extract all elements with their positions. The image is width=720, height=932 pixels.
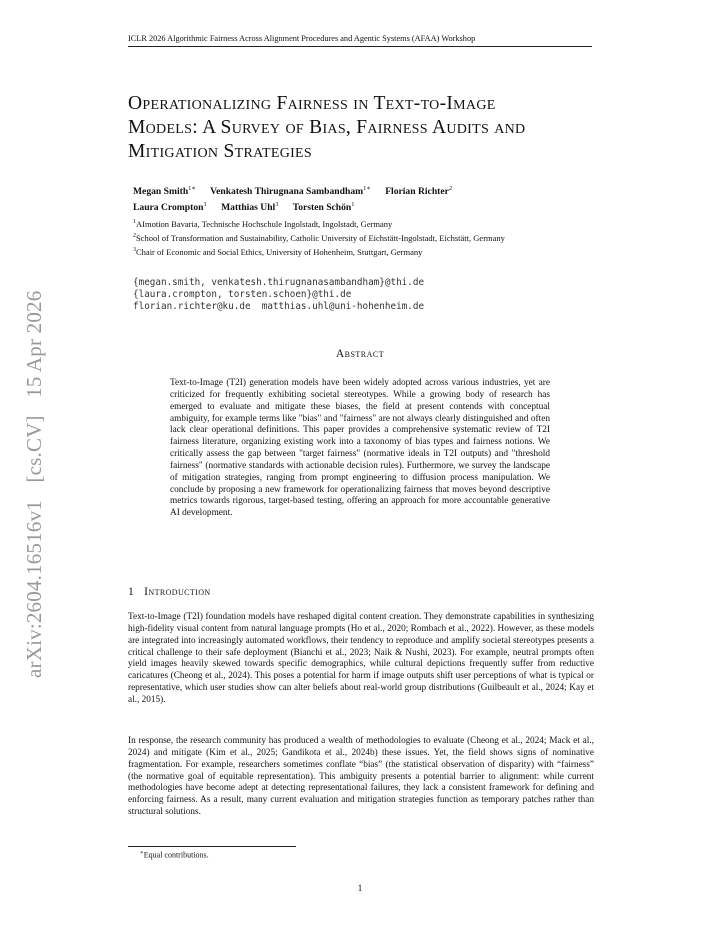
- author: Megan Smith$^{1∗}$: [133, 185, 196, 198]
- title-line: Models: A Survey of Bias, Fairness Audits and: [128, 117, 526, 138]
- page-number: 1: [357, 884, 363, 894]
- author-list: [133, 183, 593, 214]
- affiliation: $^2$School of Transformation and Sustainability, Catholic University of Eichstätt-Ingolstadt, Eichstätt, Germany: [133, 232, 505, 243]
- abstract-text: Text-to-Image (T2I) generation models have been widely adopted across various industries, yet are criticized for frequently exhibiting societal stereotypes. While a growing body of research has emerged to evaluate and mitigate these biases, the field at present contends with conceptual ambiguity, for example terms like "bias" and "fairness" are not always clearly distinguished and often lack clear operational definitions. This paper provides a comprehensive systematic review of T2I fairness literature, organizing existing work into a taxonomy of bias types and fairness notions. We critically assess the gap between "target fairness" (normative ideals in T2I outputs) and "threshold fairness" (normative standards with actionable decision rules). Furthermore, we survey the landscape of mitigation strategies, ranging from prompt engineering to diffusion process manipulation. We conclude by proposing a new framework for operationalizing fairness that moves beyond descriptive metrics towards rigorous, target-based testing, offering an approach for more accountable generative AI development.: [170, 378, 550, 519]
- title-line: Mitigation Strategies: [128, 141, 312, 162]
- intro-paragraph: Text-to-Image (T2I) foundation models have reshaped digital content creation. They demonstrate capabilities in synthesizing high-fidelity visual content from natural language prompts (Ho et al., 2020; Rombach et al., 2022). However, as these models are integrated into increasingly automated workflows, their tendency to reproduce and amplify societal stereotypes presents a critical challenge to their safe deployment (Bianchi et al., 2023; Naik & Nushi, 2023). For example, neutral prompts often yield images heavily skewed towards specific demographics, while cultural depictions frequently suffer from reductive caricatures (Cheong et al., 2024). This poses a potential for harm if image outputs shift user perceptions of what is typical or representative, which user studies show can alter beliefs about real-world group distributions (Guilbeault et al., 2024; Kay et al., 2015).: [128, 612, 594, 705]
- affiliation: $^3$Chair of Economic and Social Ethics, University of Hohenheim, Stuttgart, Germany: [133, 246, 423, 257]
- author: Matthias Uhl$^3$: [221, 200, 279, 213]
- author: Laura Crompton$^1$: [133, 200, 207, 213]
- affiliations: [133, 216, 543, 257]
- author-emails: [133, 277, 424, 313]
- abstract-heading: Abstract: [335, 348, 385, 360]
- arxiv-id: arXiv:2604.16516v1: [22, 500, 46, 678]
- arxiv-identifier: [22, 258, 47, 678]
- email-line[interactable]: florian.richter@ku.de matthias.uhl@uni-hohenheim.de: [133, 301, 425, 312]
- intro-paragraph: In response, the research community has produced a wealth of methodologies to evaluate (Cheong et al., 2024; Mack et al., 2024) and mitigate (Kim et al., 2025; Gandikota et al., 2024b) these issues. Yet, the field shows signs of nominative fragmentation. For example, researchers sometimes conflate “bias” (the statistical observation of disparity) with “fairness” (the normative goal of equitable representation). This ambiguity presents a potential barrier to alignment: while current methodologies have become adept at detecting representational failures, they lack a consistent framework for defining and enforcing fairness. As a result, many current evaluation and mitigation strategies function as temporary patches rather than structural solutions.: [128, 736, 594, 818]
- author: Torsten Schön$^1$: [292, 200, 355, 213]
- section-heading: [128, 586, 211, 598]
- affiliation: $^1$AImotion Bavaria, Technische Hochschule Ingolstadt, Ingolstadt, Germany: [133, 218, 393, 229]
- email-line[interactable]: {laura.crompton, torsten.schoen}@thi.de: [133, 289, 352, 300]
- author: Venkatesh Thirugnana Sambandham$^{1∗}$: [210, 185, 371, 198]
- email-line[interactable]: {megan.smith, venkatesh.thirugnanasambandham}@thi.de: [133, 277, 425, 288]
- footnote: ∗Equal contributions.: [140, 850, 209, 860]
- title-line: Operationalizing Fairness in Text-to-Image: [128, 93, 496, 114]
- section-number: 1: [128, 586, 135, 598]
- arxiv-date: 15 Apr 2026: [22, 290, 46, 398]
- author: Florian Richter$^2$: [385, 185, 453, 198]
- paper-title: [128, 92, 608, 164]
- section-title: Introduction: [144, 586, 211, 598]
- footnote-rule: [128, 846, 296, 847]
- arxiv-category: [cs.CV]: [22, 415, 46, 483]
- conference-header: ICLR 2026 Algorithmic Fairness Across Alignment Procedures and Agentic Systems (AFAA) Workshop: [128, 34, 592, 47]
